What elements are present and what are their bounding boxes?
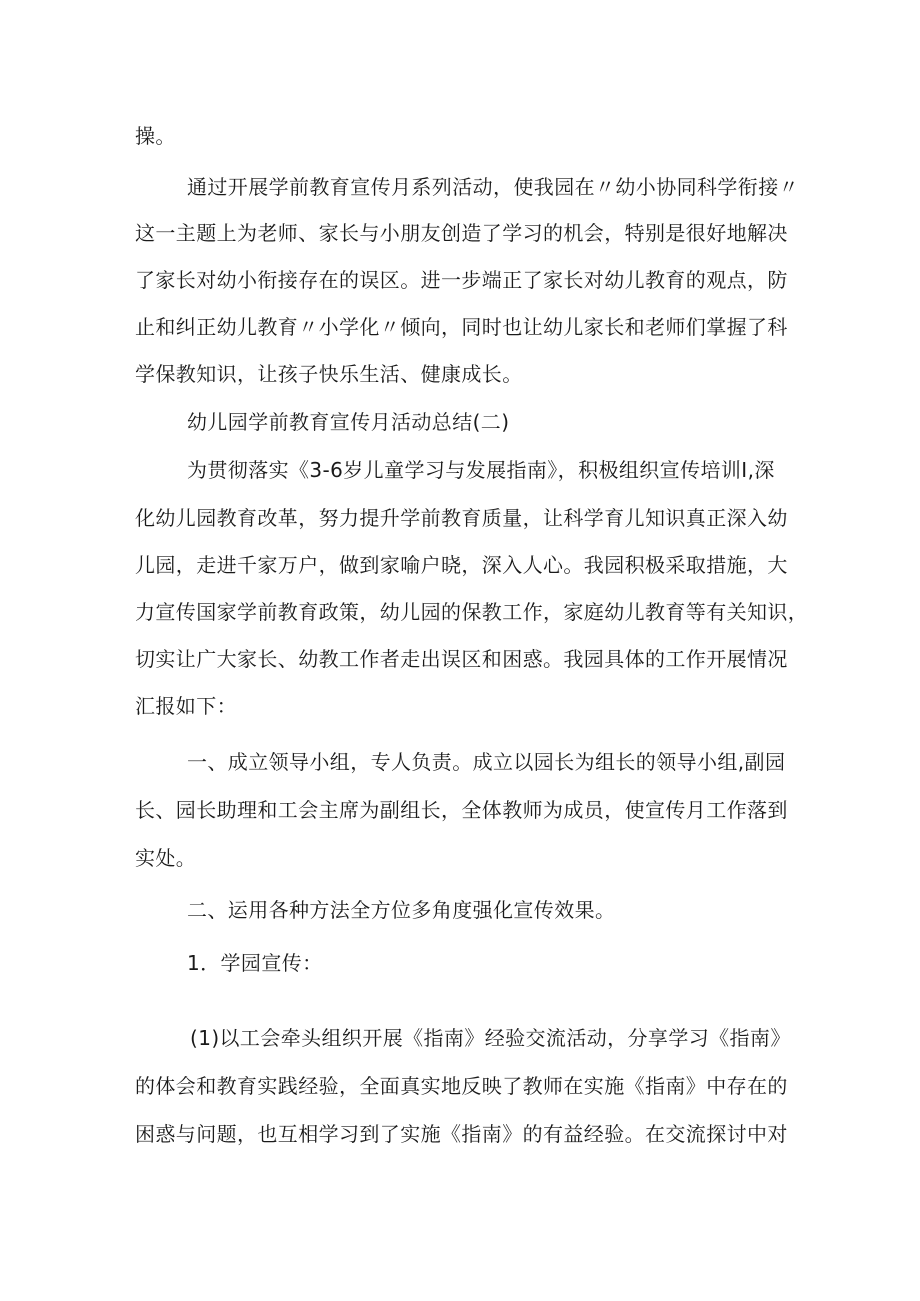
text-line: 这一主题上为老师、家长与小朋友创造了学习的机会，特别是很好地解决	[135, 221, 788, 245]
text-line: 二、运用各种方法全方位多角度强化宣传效果。	[187, 898, 616, 922]
text-line: 力宣传国家学前教育政策，幼儿园的保教工作，家庭幼儿教育等有关知识，	[135, 600, 809, 624]
text-line: 为贯彻落实《3-6岁儿童学习与发展指南》，积极组织宣传培训I,深	[187, 458, 775, 482]
text-line: 止和纠正幼儿教育〃小学化〃倾向，同时也让幼儿家长和老师们掌握了科	[135, 315, 788, 339]
text-line: 学保教知识，让孩子快乐生活、健康成长。	[135, 362, 523, 386]
text-line: 一、成立领导小组，专人负责。成立以园长为组长的领导小组,副园	[187, 750, 786, 774]
text-line: 操。	[135, 124, 176, 148]
text-line: 儿园，走进千家万户，做到家喻户晓，深入人心。我园积极采取措施，大	[135, 553, 788, 577]
text-line: 长、园长助理和工会主席为副组长，全体教师为成员，使宣传月工作落到	[135, 798, 788, 822]
section-heading: 幼儿园学前教育宣传月活动总结(二)	[187, 410, 510, 434]
text-line: 通过开展学前教育宣传月系列活动，使我园在〃幼小协同科学衔接〃	[187, 175, 799, 199]
text-line: 困惑与问题，也互相学习到了实施《指南》的有益经验。在交流探讨中对	[135, 1122, 788, 1146]
text-line: 实处。	[135, 846, 197, 870]
text-line: 1．学园宣传：	[187, 951, 323, 975]
text-line: 化幼儿园教育改革，努力提升学前教育质量，让科学育儿知识真正深入幼	[135, 506, 788, 530]
text-line: 切实让广大家长、幼教工作者走出误区和困惑。我园具体的工作开展情况	[135, 647, 788, 671]
text-line: 了家长对幼小衔接存在的误区。进一步端正了家长对幼儿教育的观点，防	[135, 268, 788, 292]
text-line: 的体会和教育实践经验，全面真实地反映了教师在实施《指南》中存在的	[135, 1074, 788, 1098]
text-line: 汇报如下：	[135, 694, 237, 718]
text-line: (1)以工会牵头组织开展《指南》经验交流活动，分享学习《指南》	[190, 1026, 791, 1050]
